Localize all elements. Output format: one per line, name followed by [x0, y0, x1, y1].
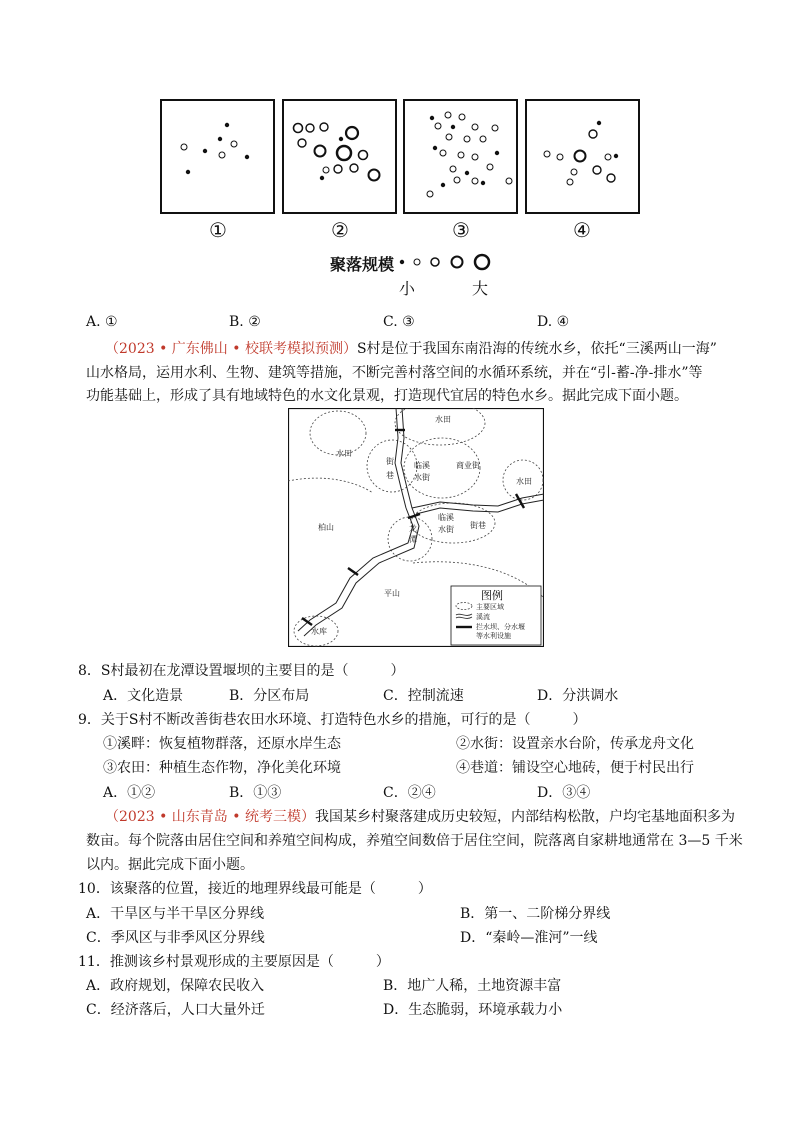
panel-label-1: ①: [209, 218, 227, 242]
passage1-source: （2023 • 广东佛山 • 校联考模拟预测）: [105, 341, 357, 357]
map-legend-area: 主要区域: [476, 603, 504, 611]
q9-option-c: C．②④: [383, 785, 436, 801]
map-label-linxi-1: 临溪: [414, 461, 430, 470]
q10-option-d: D．“秦岭—淮河”一线: [460, 930, 598, 946]
q8-option-c: C．控制流速: [383, 688, 464, 704]
q8-option-b: B．分区布局: [229, 688, 310, 704]
panel-label-4: ④: [573, 218, 591, 242]
q11-stem: 11．推测该乡村景观形成的主要原因是（ ）: [78, 954, 390, 970]
passage2-line2: 数亩。每个院落由居住空间和养殖空间构成，养殖空间数倍于居住空间，院落离自家耕地通常在 3—5 千米: [86, 833, 743, 849]
q9-option-d: D．③④: [537, 785, 591, 801]
passage1-text1: S村是位于我国东南沿海的传统水乡，依托“三溪两山一海”: [356, 341, 717, 357]
q9-statement-1: ①溪畔：恢复植物群落，还原水岸生态: [103, 736, 341, 752]
passage2-text1: 我国某乡村聚落建成历史较短，内部结构松散，户均宅基地面积多为: [314, 809, 735, 825]
map-label-shangyejie: 商业街: [456, 461, 480, 470]
q11-option-d: D．生态脆弱，环境承载力小: [383, 1002, 563, 1018]
map-label-pingshan: 平山: [384, 589, 400, 598]
map-label-jie: 街: [386, 457, 394, 466]
s-village-map: [288, 408, 544, 647]
map-label-shuitian-1: 水田: [336, 449, 352, 458]
passage2-source: （2023 • 山东青岛 • 统考三模）: [105, 809, 315, 825]
scale-legend-small: 小: [399, 281, 416, 298]
q9-statement-2: ②水街：设置亲水台阶，传承龙舟文化: [456, 736, 694, 752]
q10-option-c: C．季风区与非季风区分界线: [86, 930, 265, 946]
passage1-line1: [105, 338, 717, 358]
map-label-shuitian-2: 水田: [435, 415, 451, 424]
passage1-line3: 功能基础上，形成了具有地域特色的水文化景观，打造现代宜居的特色水乡。据此完成下面小题。: [86, 388, 688, 404]
q9-statement-3: ③农田：种植生态作物，净化美化环境: [103, 760, 341, 776]
map-label-shuijie-1: 水街: [414, 473, 430, 482]
map-legend-dam-2: 等水利设施: [476, 632, 511, 640]
settlement-panel-4: [525, 99, 640, 214]
q9-statement-4: ④巷道：铺设空心地砖，便于村民出行: [456, 760, 694, 776]
map-legend-stream: 溪流: [476, 613, 490, 621]
map-label-long: 龙: [409, 524, 417, 533]
q11-option-c: C．经济落后，人口大量外迁: [86, 1002, 265, 1018]
q7-option-d: D. ④: [537, 314, 570, 330]
map-label-jiexiang: 街巷: [470, 521, 486, 530]
q7-option-a: A. ①: [86, 314, 118, 330]
passage2-line3: 以内。据此完成下面小题。: [86, 857, 254, 873]
q8-option-d: D．分洪调水: [537, 688, 619, 704]
scale-legend-symbols: [396, 250, 506, 274]
q9-option-b: B．①③: [229, 785, 282, 801]
panel-3-dots: [405, 101, 515, 211]
map-legend-title: 图例: [481, 589, 503, 602]
map-label-shuijie-2: 水街: [438, 525, 454, 534]
passage2-line1: [105, 806, 735, 826]
panel-4-dots: [527, 101, 637, 211]
map-label-tan: 潭: [409, 535, 417, 544]
panel-1-dots: [162, 101, 272, 211]
q7-option-c: C. ③: [383, 314, 415, 330]
map-label-shuitian-3: 水田: [516, 477, 532, 486]
q9-option-a: A．①②: [103, 785, 156, 801]
q11-option-b: B．地广人稀，土地资源丰富: [383, 978, 562, 994]
settlement-panel-2: [282, 99, 397, 214]
q10-option-b: B．第一、二阶梯分界线: [460, 906, 611, 922]
q9-stem: 9．关于S村不断改善街巷农田水环境、打造特色水乡的措施，可行的是（ ）: [78, 712, 587, 728]
q7-option-b: B. ②: [229, 314, 261, 330]
q10-stem: 10．该聚落的位置，接近的地理界线最可能是（ ）: [78, 881, 432, 897]
passage1-line2: 山水格局，运用水利、生物、建筑等措施，不断完善村落空间的水循环系统，并在“引-蓄-净-排水”等: [86, 365, 703, 381]
map-label-xiang: 巷: [386, 471, 394, 480]
q11-option-a: A．政府规划，保障农民收入: [86, 978, 265, 994]
q8-option-a: A．文化造景: [103, 688, 184, 704]
map-label-baishan: 柏山: [318, 523, 334, 532]
scale-legend-large: 大: [472, 281, 489, 298]
settlement-panel-3: [403, 99, 518, 214]
panel-label-3: ③: [452, 218, 470, 242]
settlement-panel-1: [160, 99, 275, 214]
panel-label-2: ②: [331, 218, 349, 242]
scale-legend-title: 聚落规模: [330, 257, 395, 274]
q10-option-a: A．干旱区与半干旱区分界线: [86, 906, 265, 922]
panel-2-dots: [284, 101, 394, 211]
q8-stem: 8．S村最初在龙潭设置堰坝的主要目的是（ ）: [78, 663, 405, 679]
map-label-linxi-2: 临溪: [438, 513, 454, 522]
map-label-shuiku: 水库: [311, 627, 327, 636]
map-legend-dam-1: 拦水坝、分水堰: [476, 623, 525, 631]
